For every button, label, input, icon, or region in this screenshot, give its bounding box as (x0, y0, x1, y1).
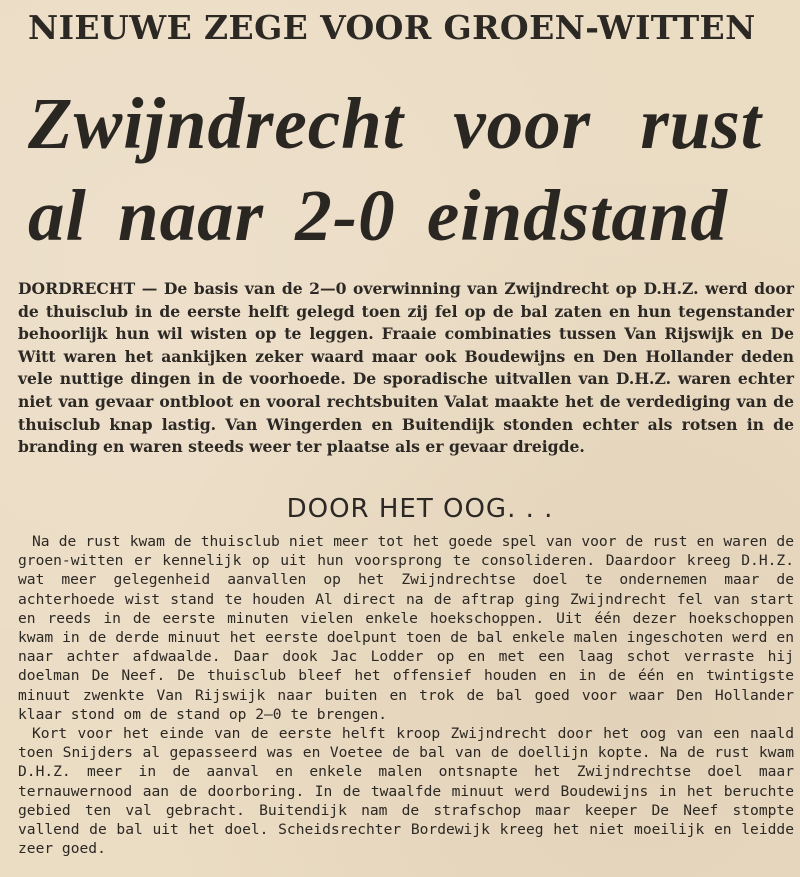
body-paragraph-1: Na de rust kwam de thuisclub niet meer tot het goede spel van voor de rust en waren de groen-witten er kennelijk op uit hun voorsprong te consolideren. Daardoor kreeg D.H.Z. wat meer gelegenheid aanvallen op het Zwijndrechtse doel te ondernemen maar de achterhoede wist stand te houden Al direct na de aftrap ging Zwijndrecht fel van start en reeds in de eerste minuten vielen enkele hoekschoppen. Uit één dezer hoekschoppen kwam in de derde minuut het eerste doelpunt toen de bal enkele malen ingeschoten werd en naar achter afdwaalde. Daar dook Jac Lodder op en met een laag schot verraste hij doelman De Neef. De thuisclub bleef het offensief houden en in de één en twintigste minuut zwenkte Van Rijswijk naar buiten en trok de bal goed voor waar Den Hollander klaar stond om de stand op 2—0 te brengen. (18, 533, 794, 723)
article-lead (18, 278, 794, 459)
article-kicker: NIEUWE ZEGE VOOR GROEN-WITTEN (28, 8, 756, 47)
article-headline (28, 78, 788, 262)
headline-line-2: al naar 2-0 eindstand (28, 175, 728, 256)
body-paragraph-2: Kort voor het einde van de eerste helft kroop Zwijndrecht door het oog van een naald toen Snijders al gepasseerd was en Voetee de bal van de doellijn kopte. Na de rust kwam D.H.Z. meer in de aanval en enkele malen ontsnapte het Zwijndrechtse doel maar ternauwernood aan de doorboring. In de twaalfde minuut werd Boudewijns in het beruchte gebied ten val gebracht. Buitendijk nam de strafschop maar keeper De Neef stompte vallend de bal uit het doel. Scheidsrechter Bordewijk kreeg het niet moeilijk en leidde zeer goed. (18, 725, 794, 858)
headline-line-1: Zwijndrecht voor rust (28, 83, 763, 164)
lead-text: — De basis van de 2—0 overwinning van Zwijndrecht op D.H.Z. werd door de thuisclub in de eerste helft gelegd toen zij fel op de bal zaten en hun tegenstander behoorlijk hun wil wisten op te leggen. Fraaie combinaties tussen Van Rijswijk en De Witt waren het aankijken zeker waard maar ook Boudewijns en Den Hollander deden vele nuttige dingen in de voorhoede. De sporadische uitvallen van D.H.Z. waren echter niet van gevaar ontbloot en vooral rechtsbuiten Valat maakte het de verdediging van de thuisclub knap lastig. Van Wingerden en Buitendijk stonden echter als rotsen in de branding en waren steeds weer ter plaatse als er gevaar dreigde. (18, 279, 794, 457)
dateline: DORDRECHT (18, 279, 136, 298)
article-body (18, 532, 794, 858)
article-subhead: DOOR HET OOG. . . (286, 494, 554, 524)
